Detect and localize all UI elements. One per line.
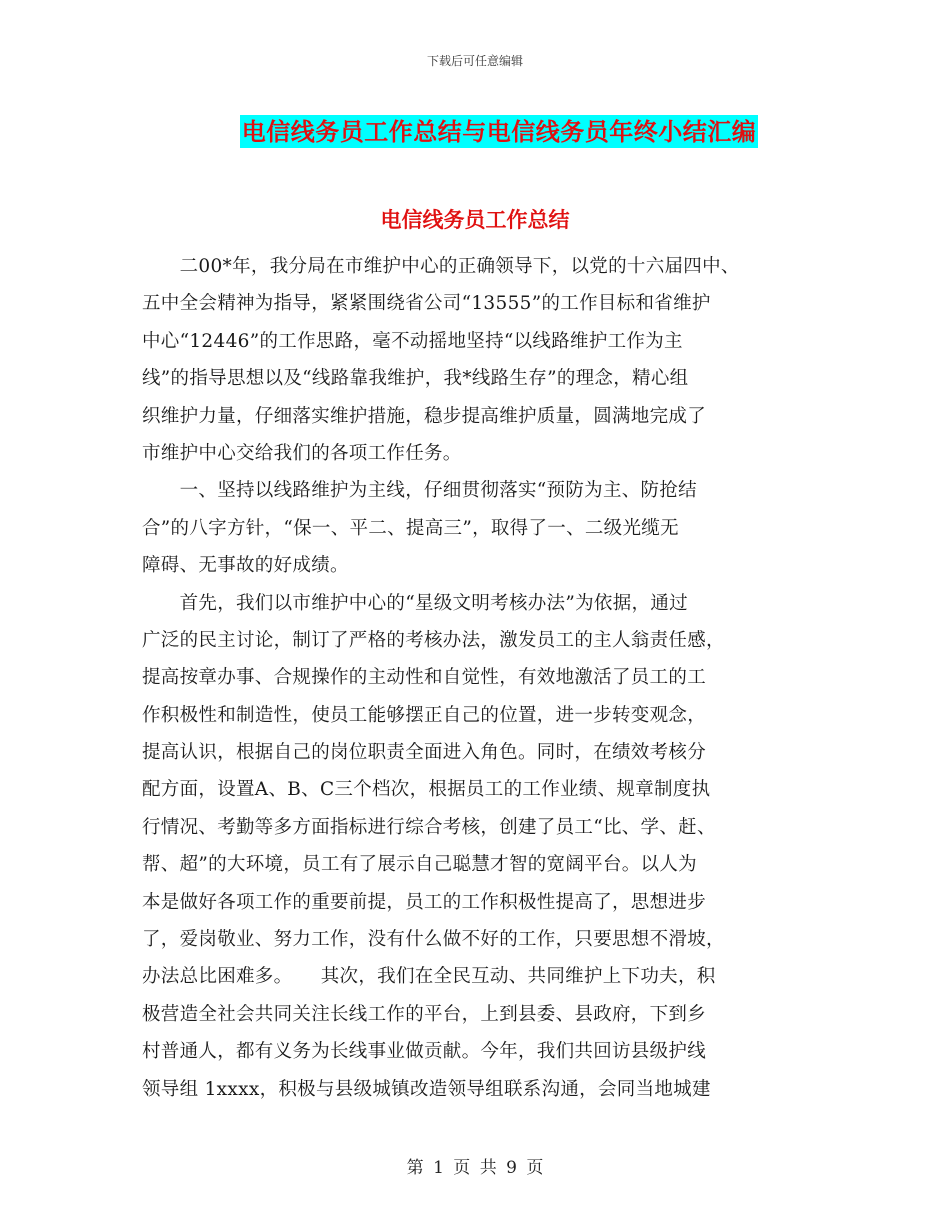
text-line: 二00*年，我分局在市维护中心的正确领导下，以党的十六届四中、 [142,256,740,277]
text-line: 办法总比困难多。 其次，我们在全民互动、共同维护上下功夫，积 [142,966,716,988]
text-line: 提高按章办事、合规操作的主动性和自觉性，有效地激活了员工的工 [142,667,707,689]
text-line: 行情况、考勤等多方面指标进行综合考核，创建了员工“比、学、赶、 [142,816,716,838]
text-line: 广泛的民主讨论，制订了严格的考核办法，激发员工的主人翁责任感， [142,629,725,651]
text-line: 村普通人，都有义务为长线事业做贡献。今年，我们共回访县级护线 [142,1041,707,1063]
text-line: 市维护中心交给我们的各项工作任务。 [142,442,462,464]
text-line: 织维护力量，仔细落实维护措施，稳步提高维护质量，圆满地完成了 [142,405,707,427]
page-footer: 第 1 页 共 9 页 [406,1158,544,1178]
text-line: 首先，我们以市维护中心的“星级文明考核办法”为依据，通过 [142,592,688,614]
text-line: 帮、超”的大环境，员工有了展示自己聪慧才智的宽阔平台。以人为 [142,854,697,876]
section-title: 电信线务员工作总结 [380,207,570,232]
text-line: 作积极性和制造性，使员工能够摆正自己的位置，进一步转变观念， [142,704,707,726]
document-title [0,112,950,147]
text-line: 提高认识，根据自己的岗位职责全面进入角色。同时，在绩效考核分 [142,742,707,764]
text-line: 极营造全社会共同关注长线工作的平台，上到县委、县政府，下到乡 [142,1003,707,1025]
text-line: 配方面，设置A、B、C三个档次，根据员工的工作业绩、规章制度执 [142,779,711,801]
text-line: 了，爱岗敬业、努力工作，没有什么做不好的工作，只要思想不滑坡， [142,929,725,951]
text-line: 障碍、无事故的好成绩。 [142,555,349,577]
text-line: 本是做好各项工作的重要前提，员工的工作积极性提高了，思想进步 [142,891,707,913]
text-line: 五中全会精神为指导，紧紧围绕省公司“13555”的工作目标和省维护 [142,293,711,315]
text-line: 中心“12446”的工作思路，毫不动摇地坚持“以线路维护工作为主 [142,330,683,352]
header-note: 下载后可任意编辑 [426,54,523,68]
document-title-text: 电信线务员工作总结与电信线务员年终小结汇编 [241,117,757,146]
text-line: 合”的八字方针，“保一、平二、提高三”，取得了一、二级光缆无 [142,517,679,539]
body-text [142,248,802,1108]
text-line: 线”的指导思想以及“线路靠我维护，我*线路生存”的理念，精心组 [142,368,689,390]
text-line: 一、坚持以线路维护为主线，仔细贯彻落实“预防为主、防抢结 [142,480,697,502]
text-line: 领导组 1xxxx，积极与县级城镇改造领导组联系沟通，会同当地城建 [142,1078,711,1100]
